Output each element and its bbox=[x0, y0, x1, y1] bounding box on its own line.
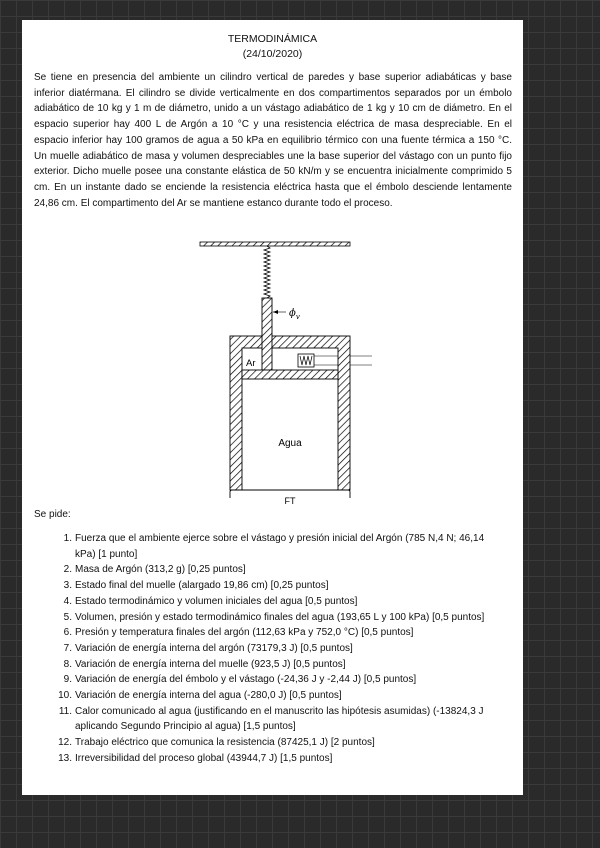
task-number: 3. bbox=[63, 580, 72, 592]
argon-label: Ar bbox=[246, 358, 256, 369]
task-text: Fuerza que el ambiente ejerce sobre el vástago y presión inicial del Argón (785 N,4 N; 46,14 kPa) [1 punto] bbox=[75, 533, 485, 560]
water-label: Agua bbox=[278, 438, 302, 449]
task-text: Irreversibilidad del proceso global (43944,7 J) [1,5 puntos] bbox=[75, 752, 333, 764]
task-item bbox=[34, 657, 504, 673]
rod-diameter-arrow bbox=[273, 310, 286, 314]
task-item bbox=[34, 531, 504, 562]
task-text: Presión y temperatura finales del argón (112,63 kPa y 752,0 °C) [0,5 puntos] bbox=[75, 627, 414, 639]
task-item bbox=[34, 610, 504, 626]
task-number: 7. bbox=[63, 642, 72, 654]
task-text: Calor comunicado al agua (justificando en el manuscrito las hipótesis asumidas) (-13824,3 J aplicando Segundo Principio al agua) [1,5 puntos] bbox=[75, 705, 484, 733]
document-date: (24/10/2020) bbox=[242, 48, 303, 60]
task-number: 9. bbox=[63, 674, 72, 686]
task-number: 13. bbox=[58, 752, 72, 764]
task-number: 4. bbox=[63, 595, 72, 607]
task-item bbox=[34, 688, 504, 704]
task-item bbox=[34, 578, 504, 594]
task-text: Estado final del muelle (alargado 19,86 cm) [0,25 puntos] bbox=[75, 580, 329, 592]
task-text: Trabajo eléctrico que comunica la resistencia (87425,1 J) [2 puntos] bbox=[75, 737, 375, 749]
task-item bbox=[34, 704, 504, 735]
task-text: Variación de energía del émbolo y el vástago (-24,36 J y -2,44 J) [0,5 puntos] bbox=[75, 674, 417, 686]
task-text: Estado termodinámico y volumen iniciales del agua [0,5 puntos] bbox=[75, 595, 358, 607]
task-number: 11. bbox=[58, 705, 72, 717]
task-item bbox=[34, 625, 504, 641]
task-number: 10. bbox=[58, 690, 72, 702]
piston bbox=[242, 370, 338, 379]
task-text: Variación de energía interna del muelle (923,5 J) [0,5 puntos] bbox=[75, 658, 346, 670]
fixed-ceiling bbox=[200, 242, 350, 246]
task-number: 6. bbox=[63, 627, 72, 639]
task-number: 5. bbox=[63, 611, 72, 623]
spring bbox=[264, 246, 270, 298]
task-item bbox=[34, 751, 504, 767]
task-item bbox=[34, 672, 504, 688]
task-text: Masa de Argón (313,2 g) [0,25 puntos] bbox=[75, 564, 246, 576]
task-number: 8. bbox=[63, 658, 72, 670]
thermal-source-label: FT bbox=[284, 496, 296, 506]
task-number: 1. bbox=[63, 533, 72, 544]
task-number: 2. bbox=[63, 564, 72, 576]
task-item bbox=[34, 594, 504, 610]
document-title: TERMODINÁMICA bbox=[227, 33, 318, 45]
task-number: 12. bbox=[58, 737, 72, 749]
task-item bbox=[34, 641, 504, 657]
cylinder-diagram bbox=[200, 242, 350, 506]
rod-diameter-label: $\phi_v$ bbox=[289, 308, 300, 321]
piston-rod bbox=[262, 298, 272, 370]
problem-statement: Se tiene en presencia del ambiente un cilindro vertical de paredes y base superior adiabáticas y base inferior diatérmana. El cilindro se divide verticalmente en dos compartimentos separados por un émbolo adiabático de 10 kg y 1 m de diámetro, unido a un vástago adiabático de 1 kg y 10 cm de diámetro. En el espacio superior hay 400 L de Argón a 10 °C y una resistencia eléctrica de masa despreciable. En el espacio inferior hay 100 gramos de agua a 50 kPa en equilibrio térmico con una fuente térmica a 150 °C. Un muelle adiabático de masa y volumen despreciables une la base superior del vástago con un punto fijo exterior. Dicho muelle posee una constante elástica de 50 kN/m y se encuentra inicialmente comprimido 5 cm. En un instante dado se enciende la resistencia eléctrica hasta que el émbolo desciende lentamente 24,86 cm. El compartimento del Ar se mantiene estanco durante todo el proceso. bbox=[34, 72, 512, 209]
task-item bbox=[34, 735, 504, 751]
task-text: Variación de energía interna del argón (73179,3 J) [0,5 puntos] bbox=[75, 642, 353, 654]
task-list bbox=[34, 531, 504, 767]
task-item bbox=[34, 562, 504, 578]
task-text: Variación de energía interna del agua (-280,0 J) [0,5 puntos] bbox=[75, 690, 342, 702]
task-text: Volumen, presión y estado termodinámico finales del agua (193,65 L y 100 kPa) [0,5 puntos] bbox=[75, 611, 485, 623]
document-page bbox=[22, 20, 523, 795]
requested-heading: Se pide: bbox=[34, 509, 71, 520]
